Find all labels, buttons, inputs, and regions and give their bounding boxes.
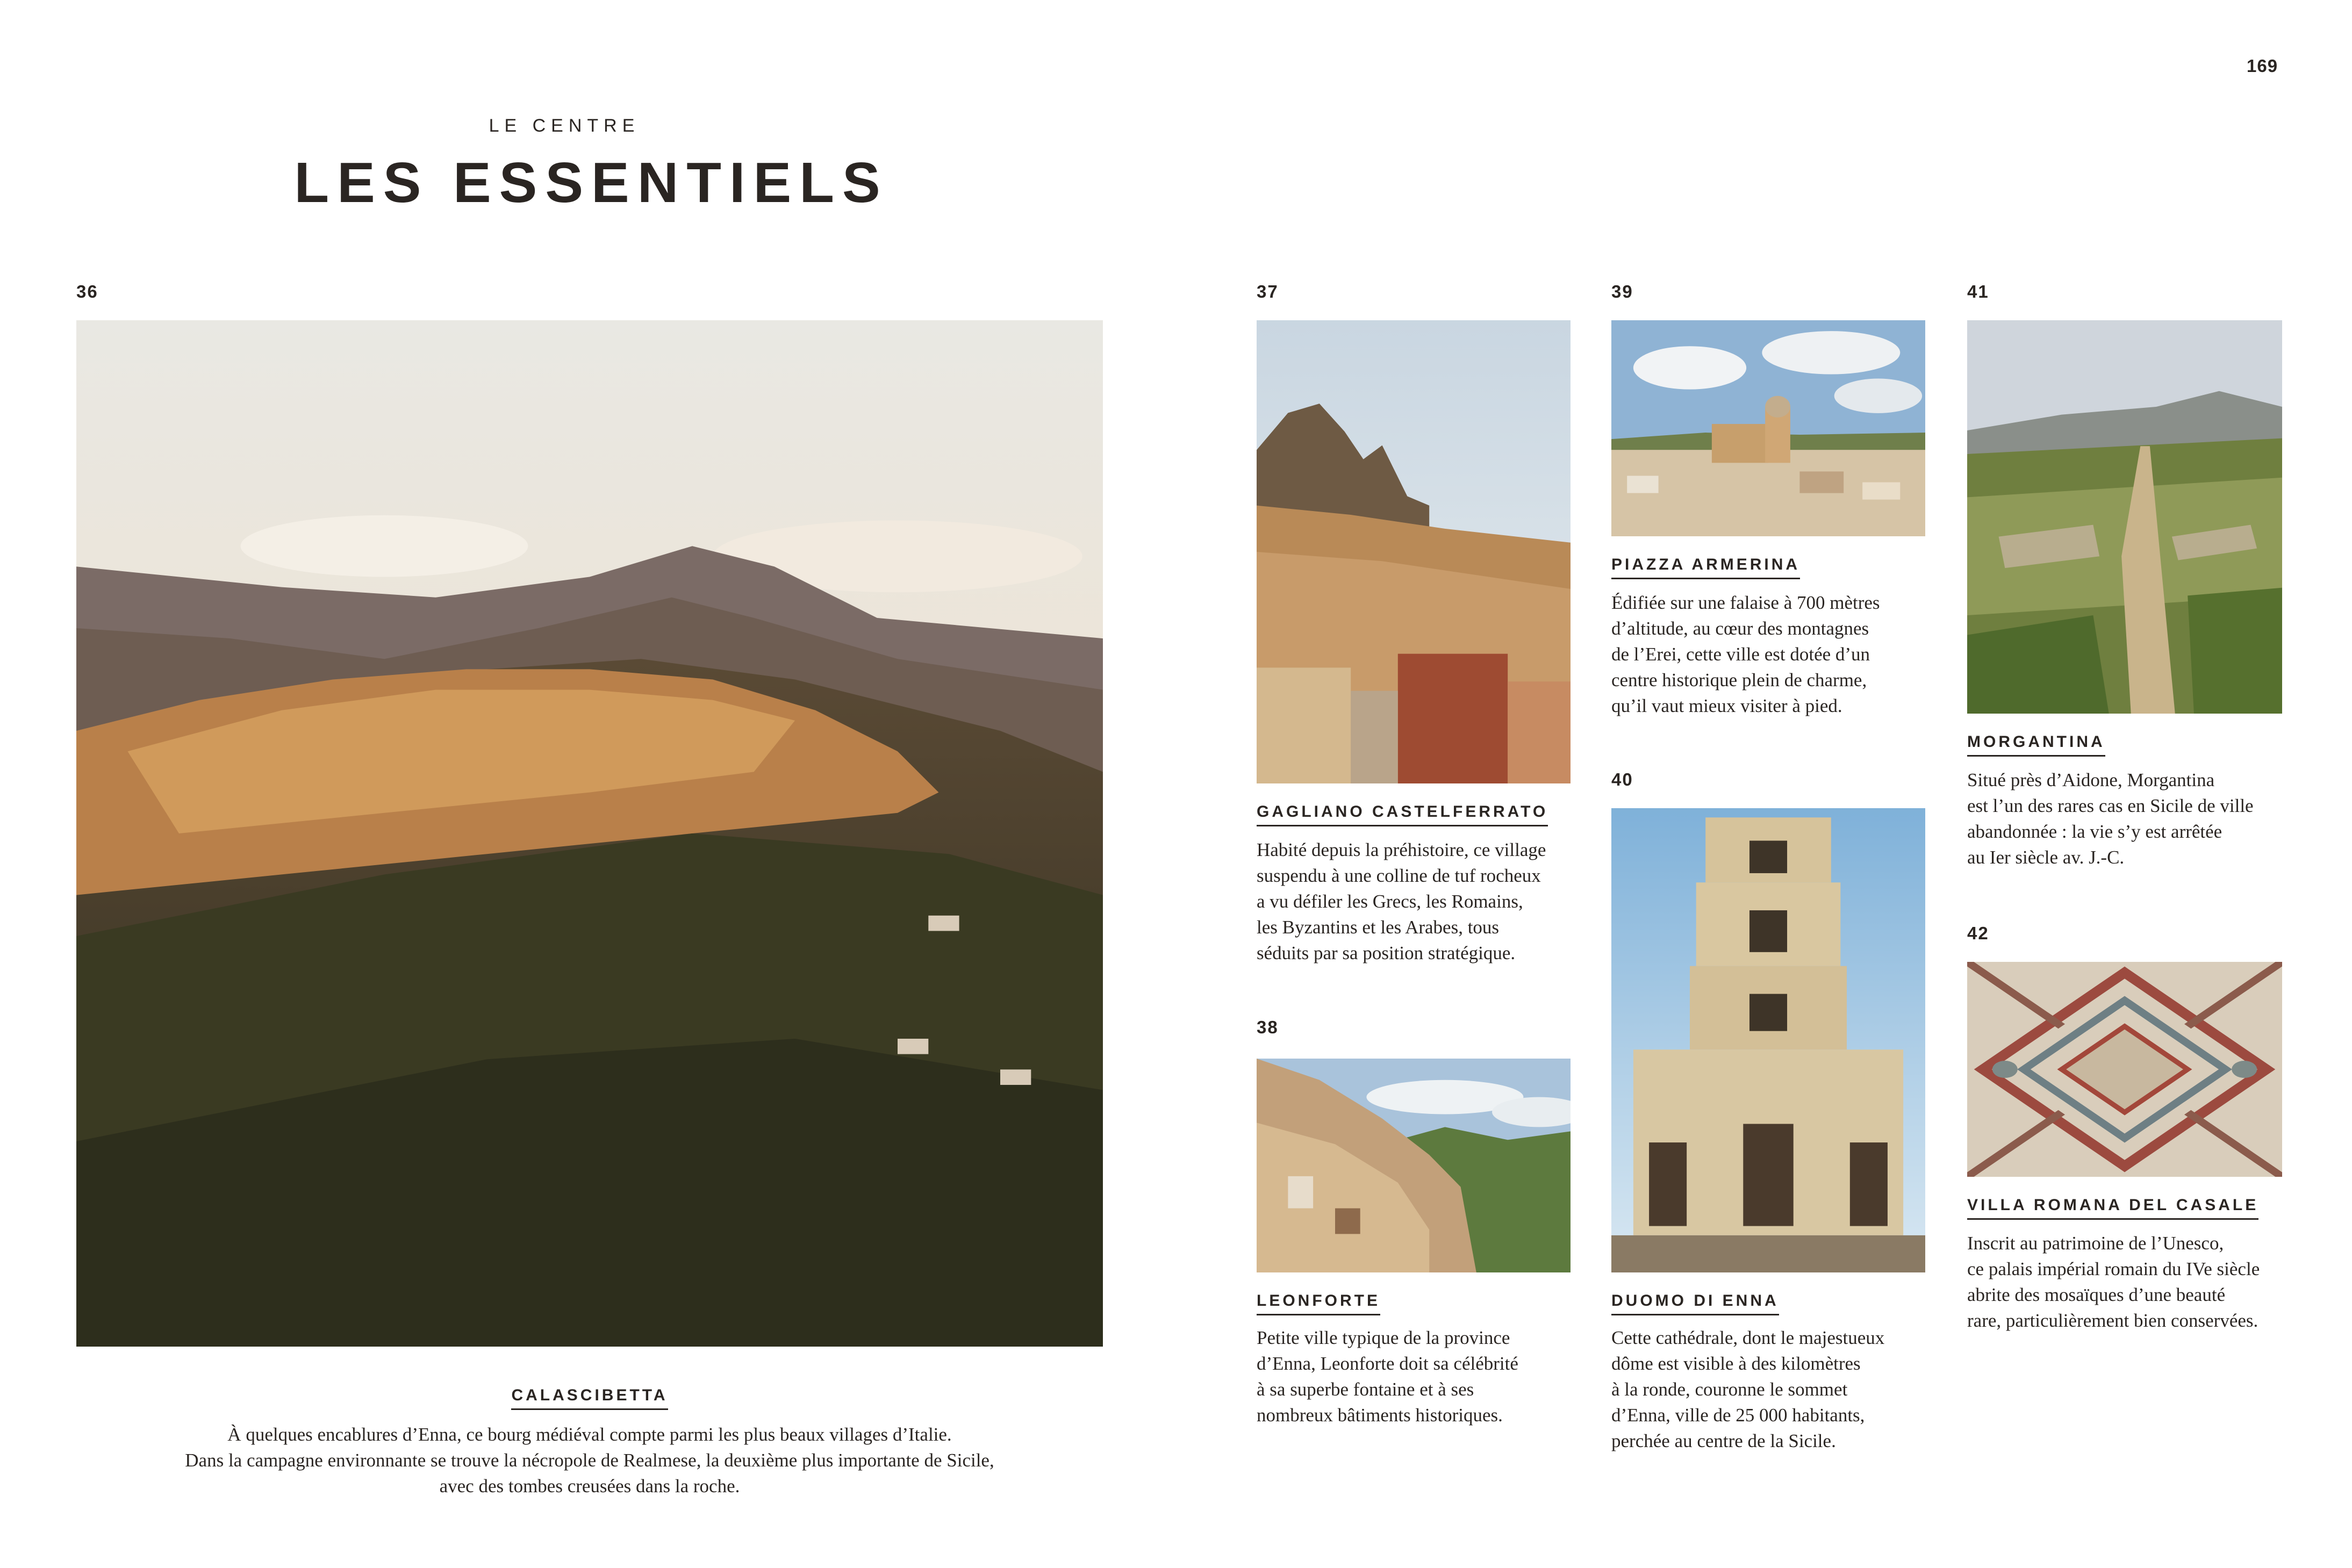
entry-number: 37 [1257,282,1279,301]
entry-number: 41 [1967,282,1989,301]
photo-duomo-di-enna [1611,808,1925,1272]
entry-title: LEONFORTE [1257,1292,1380,1315]
entry-text: Situé près d’Aidone, Morgantina est l’un des rares cas en Sicile de ville abandonnée : la vie s’y est arrêtée au Ier siècle av. J.-C. [1967,769,2254,868]
entry-number: 36 [76,282,98,301]
photo-piazza-armerina [1611,320,1925,536]
entry-heading-piazza [1611,556,1800,579]
entry-number: 42 [1967,923,1989,943]
entry-heading-calascibetta [76,1386,1103,1410]
entry-text: Petite ville typique de la province d’Enna, Leonforte doit sa célébrité à sa superbe fontaine et à ses nombreux bâtiments historiques. [1257,1327,1518,1426]
entry-heading-duomo [1611,1292,1779,1315]
section-label: LE CENTRE [489,116,640,136]
photo-morgantina [1967,320,2282,714]
entry-title: MORGANTINA [1967,733,2105,757]
entry-heading-leonforte [1257,1292,1380,1315]
entry-text: Cette cathédrale, dont le majestueux dôme est visible à des kilomètres à la ronde, couronne le sommet d’Enna, ville de 25 000 habitants, perchée au centre de la Sicile. [1611,1327,1885,1451]
entry-text: Inscrit au patrimoine de l’Unesco, ce palais impérial romain du IVe siècle abrite des mosaïques d’une beauté rare, particulièrement bien conservées. [1967,1233,2260,1331]
entry-heading-morgantina [1967,733,2105,757]
entry-text: À quelques encablures d’Enna, ce bourg médiéval compte parmi les plus beaux villages d’Italie. Dans la campagne environnante se trouve la nécropole de Realmese, la deuxième plus importante de Sicile, avec des tombes creusées dans la roche. [185,1424,994,1497]
photo-gagliano-castelferrato [1257,320,1571,783]
entry-text: Habité depuis la préhistoire, ce village suspendu à une colline de tuf rocheux a vu défiler les Grecs, les Romains, les Byzantins et les Arabes, tous séduits par sa position stratégique. [1257,839,1546,963]
photo-leonforte [1257,1059,1571,1272]
entry-title: VILLA ROMANA DEL CASALE [1967,1196,2258,1220]
entry-heading-gagliano [1257,803,1548,826]
entry-title: GAGLIANO CASTELFERRATO [1257,803,1548,826]
entry-heading-villa-romana [1967,1196,2258,1220]
entry-number: 38 [1257,1017,1279,1037]
entry-number: 39 [1611,282,1633,301]
photo-villa-romana-del-casale [1967,962,2282,1177]
entry-title: DUOMO DI ENNA [1611,1292,1779,1315]
page-number: 169 [2247,56,2278,76]
photo-calascibetta [76,320,1103,1347]
page-title: LES ESSENTIELS [294,151,888,214]
entry-title: PIAZZA ARMERINA [1611,556,1800,579]
entry-text: Édifiée sur une falaise à 700 mètres d’altitude, au cœur des montagnes de l’Erei, cette ville est dotée d’un centre historique plein de charme, qu’il vaut mieux visiter à pied. [1611,592,1880,716]
entry-title: CALASCIBETTA [511,1386,668,1410]
entry-number: 40 [1611,769,1633,789]
